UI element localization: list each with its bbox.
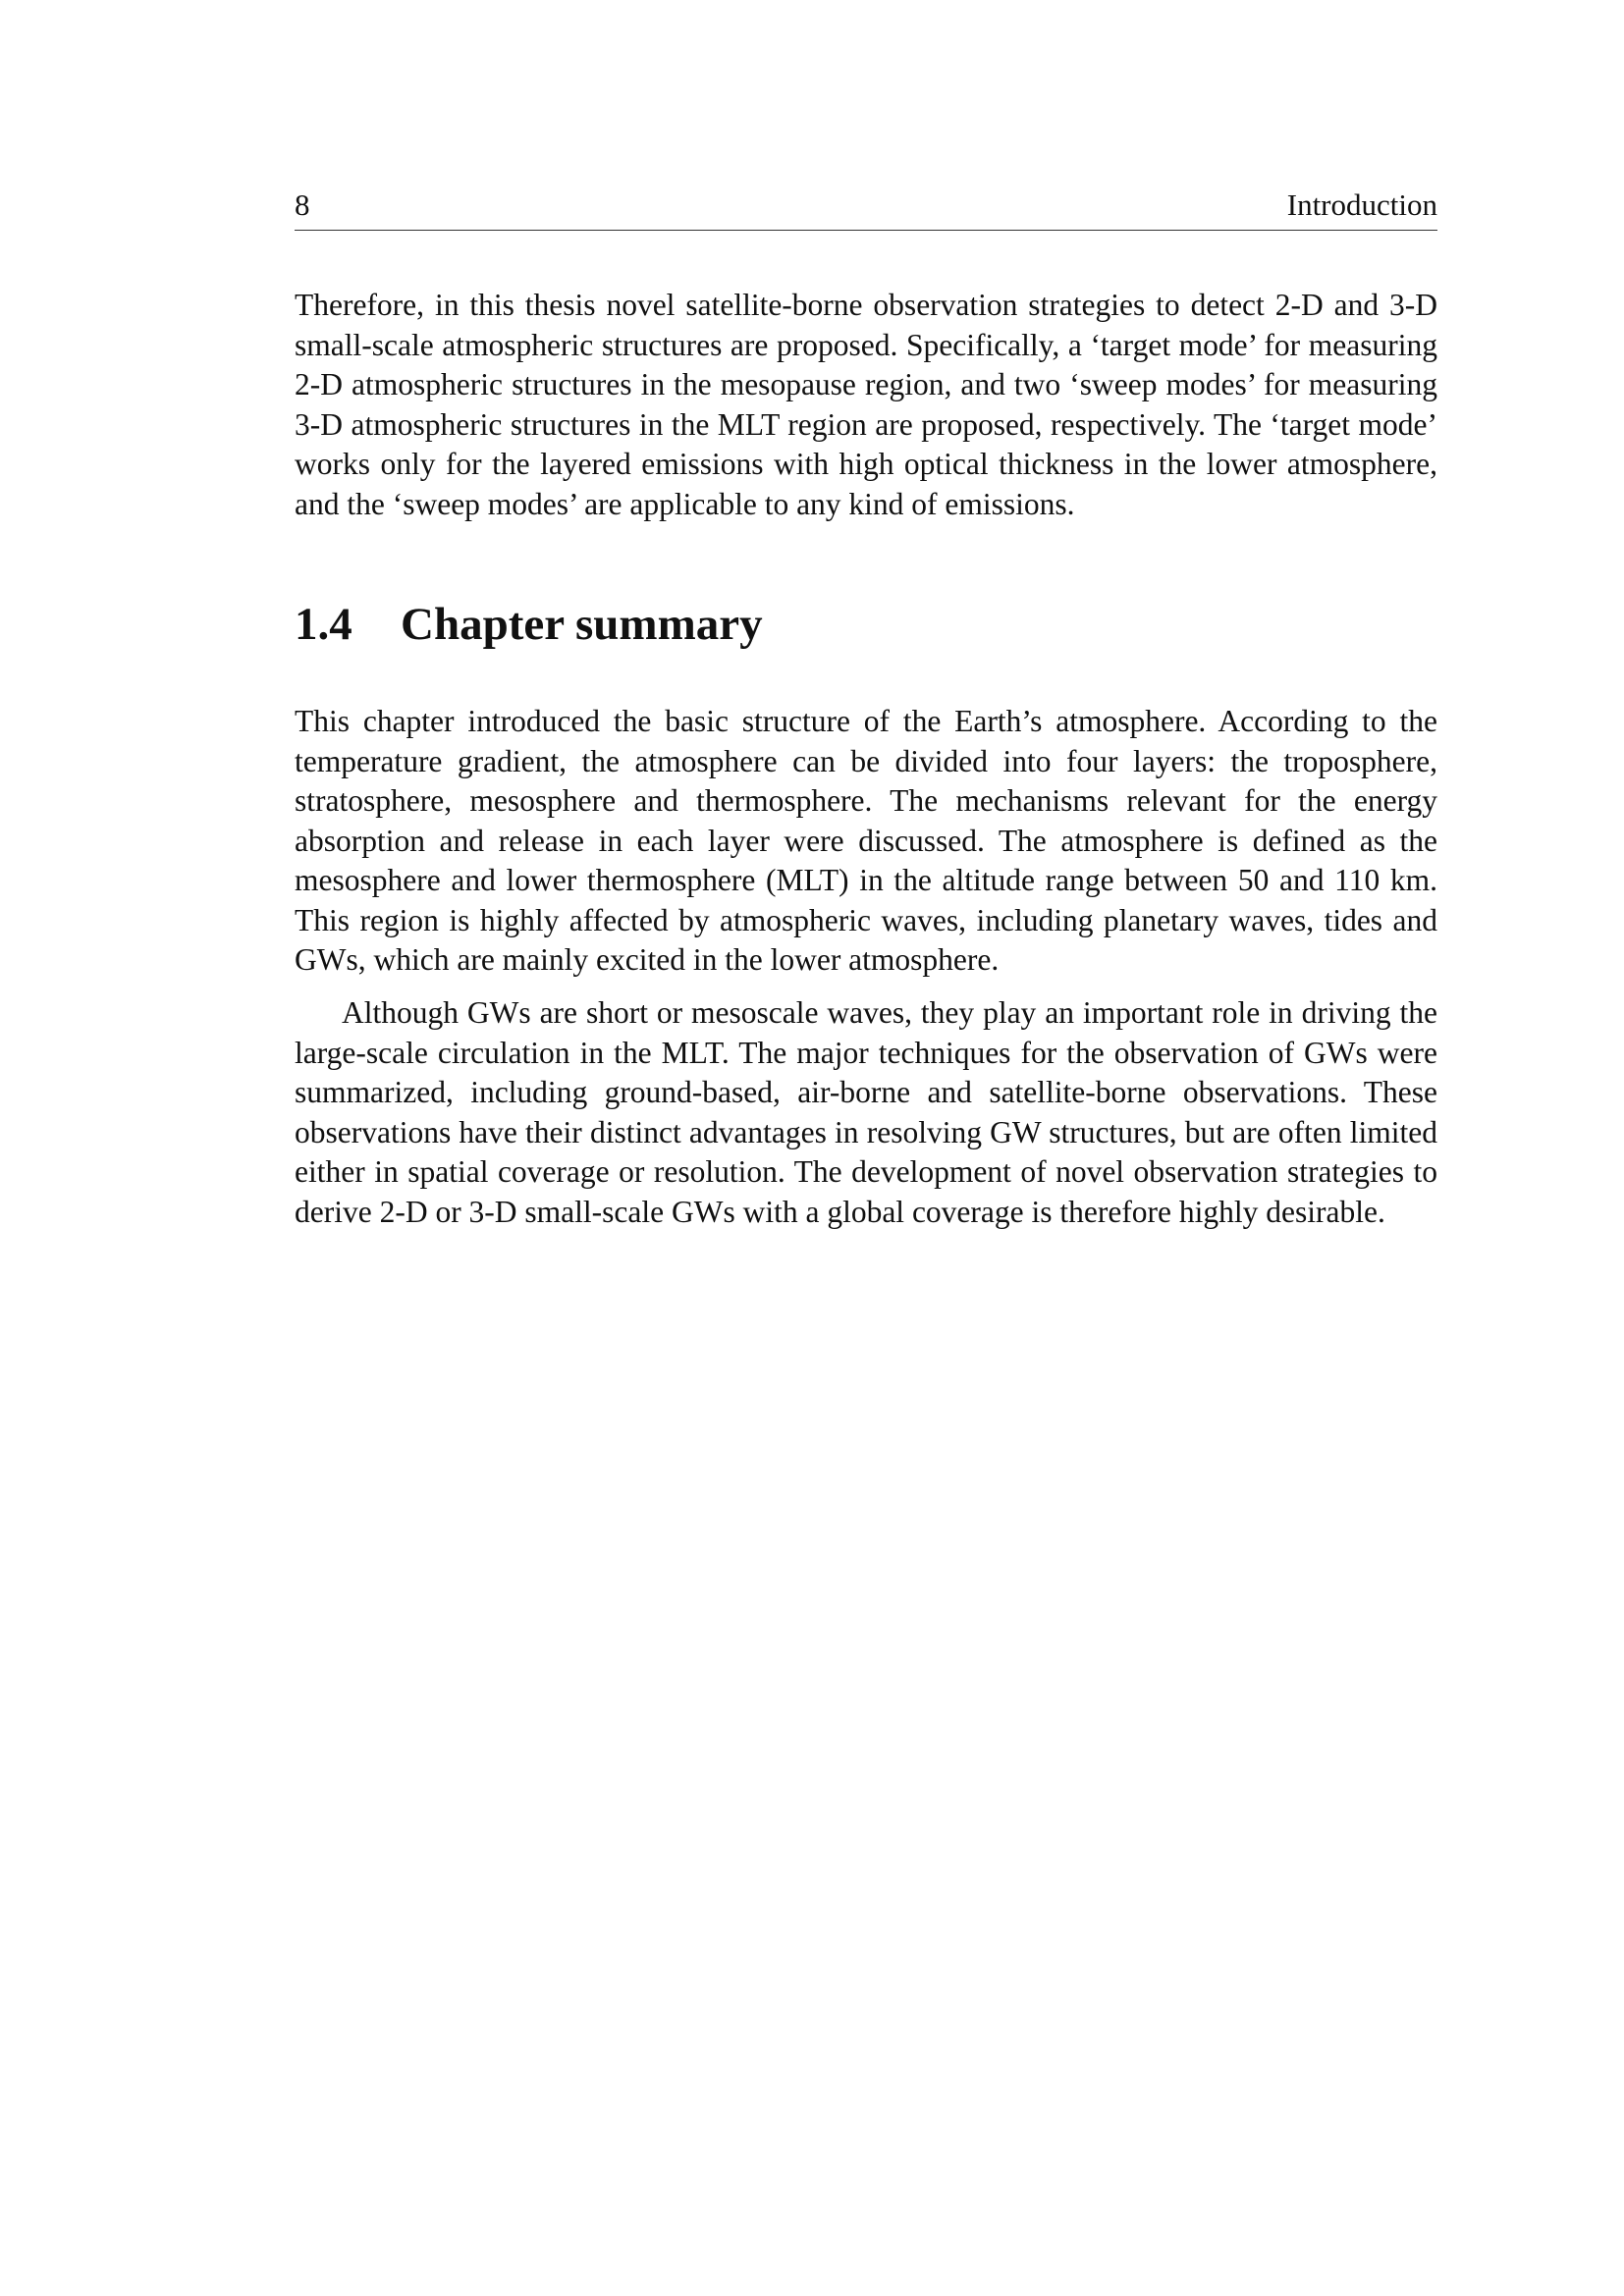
- section-heading: [295, 595, 763, 654]
- paragraph-chapter-summary-2: Although GWs are short or mesoscale waves, they play an important role in driving the large-scale circulation in the MLT. The major techniques for the observation of GWs were summarized, including ground-based, air-borne and satellite-borne observations. These observations have their distinct advantages in resolving GW structures, but are often limited either in spatial coverage or resolution. The development of novel observation strategies to derive 2-D or 3-D small-scale GWs with a global coverage is therefore highly desirable.: [295, 995, 1437, 1229]
- page-number: 8: [295, 187, 310, 222]
- paragraph-observation-strategies: Therefore, in this thesis novel satellite-borne observation strategies to detect 2-D and 3-D small-scale atmospheric structures are proposed. Specifically, a ‘target mode’ for measuring 2-D atmospheric structures in the mesopause region, and two ‘sweep modes’ for measuring 3-D atmospheric structures in the MLT region are proposed, respectively. The ‘target mode’ works only for the layered emissions with high optical thickness in the lower atmosphere, and the ‘sweep modes’ are applicable to any kind of emissions.: [295, 288, 1437, 521]
- running-title: Introduction: [1286, 187, 1437, 222]
- section-number: 1.4: [295, 599, 352, 650]
- page-header: [295, 187, 1437, 231]
- section-title: Chapter summary: [401, 599, 763, 650]
- paragraph-chapter-summary-1: This chapter introduced the basic structure of the Earth’s atmosphere. According to the temperature gradient, the atmosphere can be divided into four layers: the troposphere, stratosphere, mesosphere and thermosphere. The mechanisms relevant for the energy absorption and release in each layer were discussed. The atmosphere is defined as the mesosphere and lower thermosphere (MLT) in the altitude range between 50 and 110 km. This region is highly affected by atmospheric waves, including planetary waves, tides and GWs, which are mainly excited in the lower atmosphere.: [295, 704, 1437, 977]
